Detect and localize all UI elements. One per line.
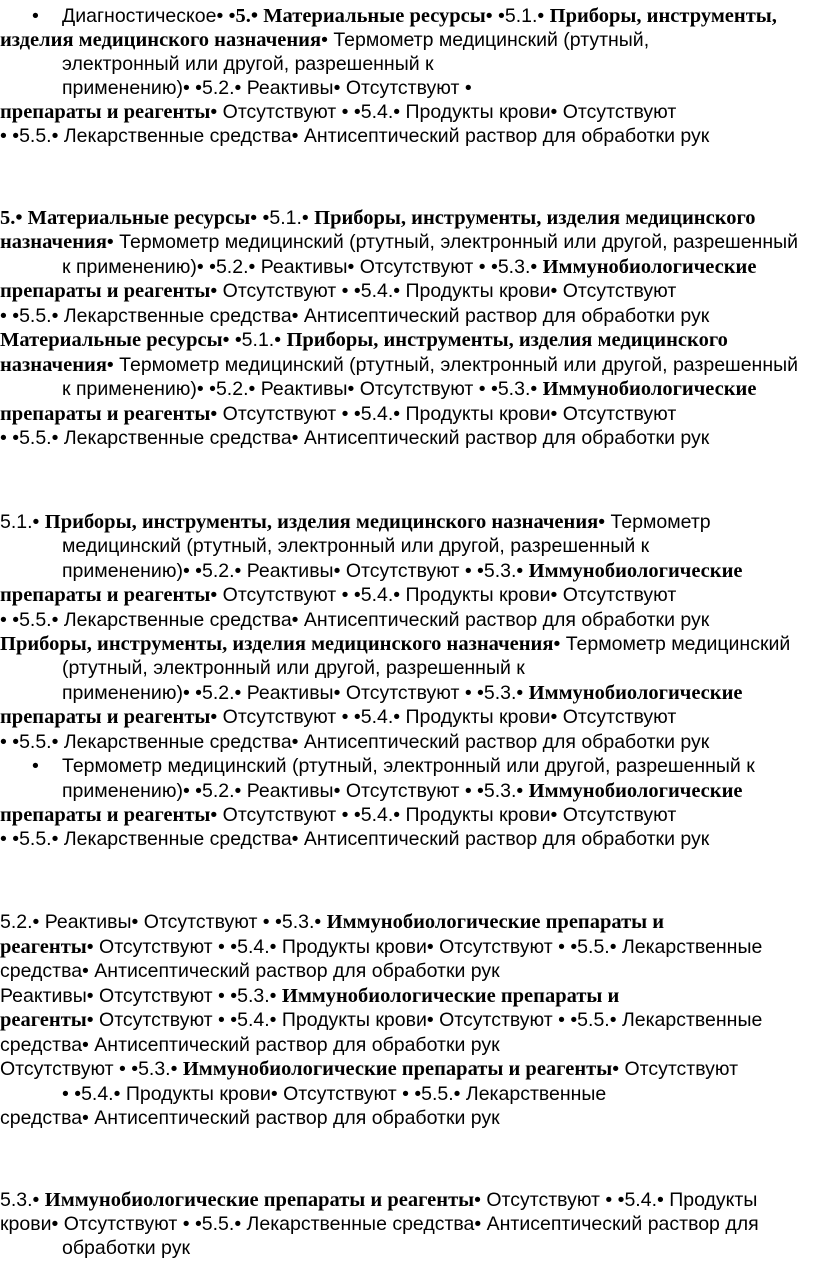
bullet-line xyxy=(32,4,777,28)
text-line xyxy=(0,984,619,1008)
text-line xyxy=(0,304,709,328)
text-line xyxy=(62,255,756,279)
text-run: к применению)• •5.2.• Реактивы• Отсутствуют • •5.3.• xyxy=(62,378,543,400)
text-line xyxy=(62,52,434,76)
text-line xyxy=(0,730,709,754)
text-run: применению)• •5.2.• Реактивы• Отсутствуют • xyxy=(62,77,472,99)
text-run: к применению)• •5.2.• Реактивы• Отсутствуют • •5.3.• xyxy=(62,256,543,278)
text-line xyxy=(0,608,709,632)
text-run: • •5.4.• Продукты крови• Отсутствуют • •5.5.• Лекарственные xyxy=(62,1083,607,1105)
text-run: Термометр медицинский (ртутный, электронный или другой, разрешенный к xyxy=(62,755,755,777)
bold-text-run: препараты и реагенты xyxy=(0,584,211,606)
text-line xyxy=(0,583,676,607)
bold-text-run: 5.• Материальные ресурсы xyxy=(235,5,486,27)
text-line xyxy=(62,656,525,680)
text-run: медицинский (ртутный, электронный или другой, разрешенный к xyxy=(62,535,650,557)
text-line xyxy=(62,559,743,583)
bold-text-run: Приборы, инструменты, изделия медицинского xyxy=(314,207,756,229)
text-run: Отсутствуют • •5.3.• xyxy=(0,1058,183,1080)
text-run: 5.1.• xyxy=(0,511,45,533)
bold-text-run: препараты и реагенты xyxy=(0,706,211,728)
bullet-icon: • xyxy=(32,5,39,27)
bold-text-run: Иммунобиологические xyxy=(542,256,757,278)
bold-text-run: Иммунобиологические препараты и реагенты xyxy=(182,1058,613,1080)
text-line xyxy=(0,935,762,959)
text-run: средства• Антисептический раствор для обработки рук xyxy=(0,1107,500,1129)
text-line xyxy=(0,1057,738,1081)
text-line xyxy=(0,1008,762,1032)
text-run: средства• Антисептический раствор для обработки рук xyxy=(0,1034,500,1056)
text-run: • •5.5.• Лекарственные средства• Антисептический раствор для обработки рук xyxy=(0,427,710,449)
text-run: • Отсутствуют • •5.4.• Продукты крови• Отсутствуют xyxy=(210,101,677,123)
text-run: Диагностическое• • xyxy=(62,5,236,27)
text-line xyxy=(0,910,664,934)
text-run: Реактивы• Отсутствуют • •5.3.• xyxy=(0,985,282,1007)
text-line xyxy=(62,681,743,705)
bold-text-run: Иммунобиологические xyxy=(542,378,757,400)
bold-text-run: препараты и реагенты xyxy=(0,101,211,123)
text-line xyxy=(0,100,676,124)
text-line xyxy=(0,705,676,729)
bold-text-run: Приборы, инструменты, изделия медицинского назначения xyxy=(0,633,554,655)
text-run: • Отсутствуют • •5.4.• Продукты крови• Отсутствуют xyxy=(210,403,677,425)
text-line xyxy=(0,632,790,656)
text-run: • Отсутствуют • •5.4.• Продукты крови• Отсутствуют xyxy=(210,804,677,826)
bold-text-run: Иммунобиологические препараты и xyxy=(326,911,665,933)
bold-text-run: 5.• Материальные ресурсы xyxy=(0,207,251,229)
text-run: • Термометр медицинский (ртутный, электронный или другой, разрешенный xyxy=(106,354,798,376)
text-line xyxy=(0,279,676,303)
text-run: • Отсутствуют • •5.4.• Продукты крови• Отсутствуют • •5.5.• Лекарственные xyxy=(86,1009,763,1031)
bullet-icon: • xyxy=(32,755,39,777)
bold-text-run: препараты и реагенты xyxy=(0,403,211,425)
bold-text-run: препараты и реагенты xyxy=(0,280,211,302)
bold-text-run: Приборы, инструменты, xyxy=(549,5,777,27)
text-run: средства• Антисептический раствор для обработки рук xyxy=(0,960,500,982)
bold-text-run: Иммунобиологические препараты и реагенты xyxy=(44,1189,475,1211)
text-run: • Термометр медицинский xyxy=(553,633,791,655)
text-line xyxy=(0,803,676,827)
text-line xyxy=(0,353,798,377)
text-run: • •5.1.• xyxy=(485,5,550,27)
text-line xyxy=(0,124,709,148)
text-line xyxy=(0,328,728,352)
bold-text-run: Приборы, инструменты, изделия медицинского xyxy=(286,329,728,351)
text-run: • Отсутствуют xyxy=(612,1058,739,1080)
text-run: • Отсутствуют • •5.4.• Продукты крови• Отсутствуют • •5.5.• Лекарственные xyxy=(86,936,763,958)
text-run: обработки рук xyxy=(62,1237,190,1259)
bold-text-run: назначения xyxy=(0,354,107,376)
text-line xyxy=(62,534,649,558)
text-line xyxy=(62,779,743,803)
text-run: • •5.1.• xyxy=(222,329,287,351)
text-line xyxy=(0,1033,500,1057)
text-line xyxy=(0,402,676,426)
text-run: 5.2.• Реактивы• Отсутствуют • •5.3.• xyxy=(0,911,327,933)
text-line xyxy=(0,1188,757,1212)
text-run: • •5.1.• xyxy=(250,207,315,229)
bold-text-run: реагенты xyxy=(0,936,87,958)
text-line xyxy=(62,377,756,401)
bold-text-run: Иммунобиологические xyxy=(528,682,743,704)
bold-text-run: Приборы, инструменты, изделия медицинского назначения xyxy=(44,511,599,533)
text-run: применению)• •5.2.• Реактивы• Отсутствуют • •5.3.• xyxy=(62,682,529,704)
text-run: • Отсутствуют • •5.4.• Продукты крови• Отсутствуют xyxy=(210,280,677,302)
bold-text-run: Материальные ресурсы xyxy=(0,329,223,351)
text-run: применению)• •5.2.• Реактивы• Отсутствуют • •5.3.• xyxy=(62,780,529,802)
text-run: применению)• •5.2.• Реактивы• Отсутствуют • •5.3.• xyxy=(62,560,529,582)
text-run: • •5.5.• Лекарственные средства• Антисептический раствор для обработки рук xyxy=(0,609,710,631)
text-line xyxy=(0,1212,759,1236)
text-run: • Термометр медицинский (ртутный, электронный или другой, разрешенный xyxy=(106,231,798,253)
text-run: (ртутный, электронный или другой, разрешенный к xyxy=(62,657,525,679)
text-line xyxy=(0,827,709,851)
text-run: • Отсутствуют • •5.4.• Продукты крови• Отсутствуют xyxy=(210,584,677,606)
text-line xyxy=(0,206,756,230)
text-line xyxy=(0,426,709,450)
text-line xyxy=(0,230,798,254)
text-line xyxy=(62,1082,606,1106)
text-run: • •5.5.• Лекарственные средства• Антисептический раствор для обработки рук xyxy=(0,305,710,327)
text-run: • •5.5.• Лекарственные средства• Антисептический раствор для обработки рук xyxy=(0,828,710,850)
bold-text-run: изделия медицинского назначения xyxy=(0,29,322,51)
text-run: • •5.5.• Лекарственные средства• Антисептический раствор для обработки рук xyxy=(0,125,710,147)
text-run: • Термометр xyxy=(598,511,711,533)
bold-text-run: Иммунобиологические xyxy=(528,780,743,802)
text-run: • •5.5.• Лекарственные средства• Антисептический раствор для обработки рук xyxy=(0,731,710,753)
text-run: 5.3.• xyxy=(0,1189,45,1211)
text-line xyxy=(62,1236,190,1260)
text-line xyxy=(0,28,649,52)
bullet-line xyxy=(32,754,755,778)
bold-text-run: препараты и реагенты xyxy=(0,804,211,826)
text-line xyxy=(0,1106,500,1130)
text-line xyxy=(0,959,500,983)
text-run: крови• Отсутствуют • •5.5.• Лекарственные средства• Антисептический раствор для xyxy=(0,1213,759,1235)
text-line xyxy=(62,76,472,100)
bold-text-run: реагенты xyxy=(0,1009,87,1031)
text-line xyxy=(0,510,711,534)
text-run: • Термометр медицинский (ртутный, xyxy=(321,29,650,51)
bold-text-run: Иммунобиологические препараты и xyxy=(281,985,620,1007)
text-run: • Отсутствуют • •5.4.• Продукты крови• Отсутствуют xyxy=(210,706,677,728)
text-run: • Отсутствуют • •5.4.• Продукты xyxy=(474,1189,758,1211)
bold-text-run: назначения xyxy=(0,231,107,253)
text-run: электронный или другой, разрешенный к xyxy=(62,53,434,75)
bold-text-run: Иммунобиологические xyxy=(528,560,743,582)
